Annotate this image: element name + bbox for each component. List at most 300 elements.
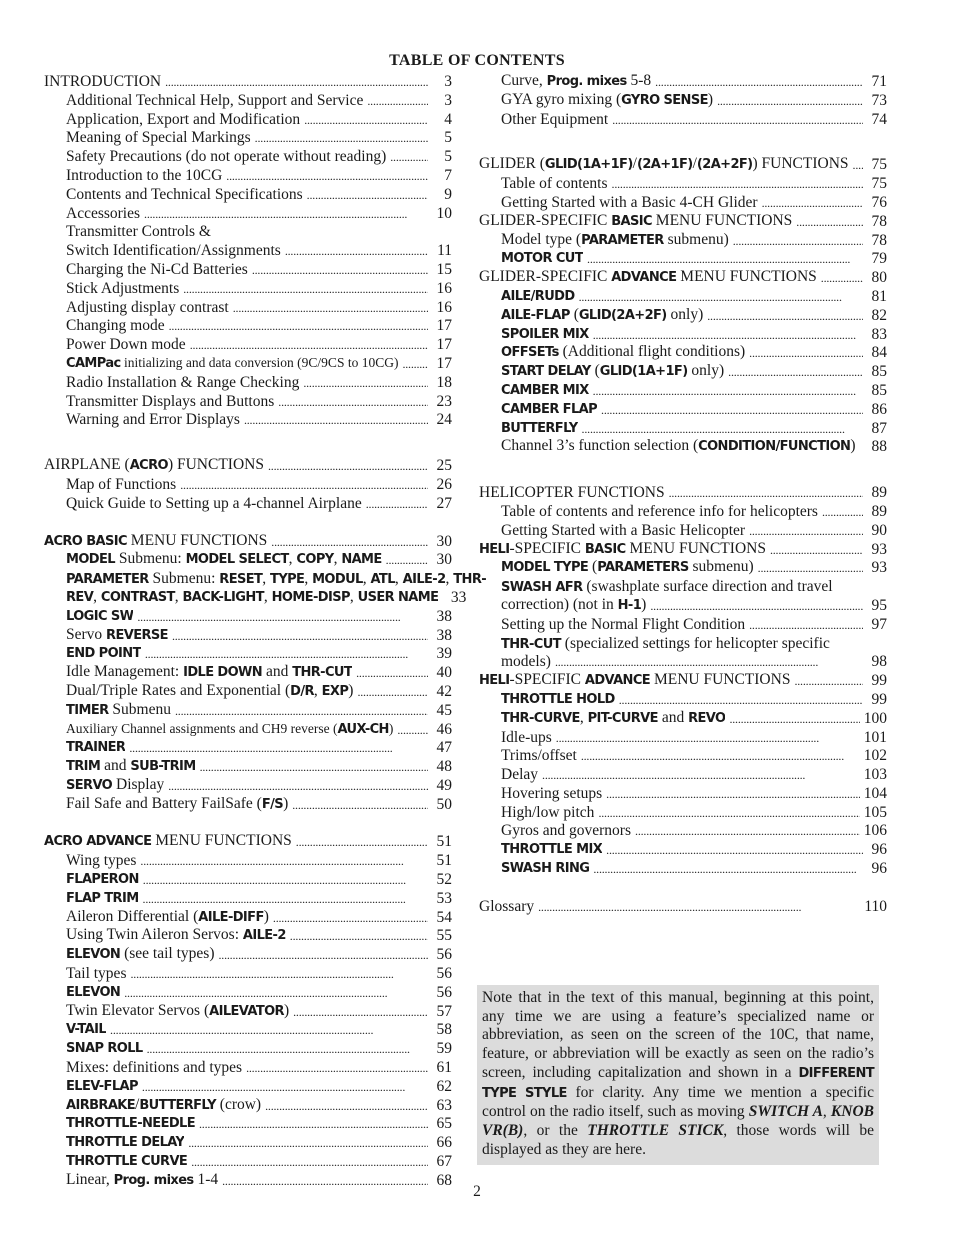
entry-text: ( — [588, 558, 598, 576]
dot-leader — [635, 822, 860, 841]
entry-text: High/low pitch — [501, 803, 595, 821]
entry-text: , — [362, 570, 371, 588]
dot-leader — [165, 73, 428, 92]
feature-name: USER NAME — [357, 589, 439, 605]
entry-text: Channel 3’s function selection ( — [501, 437, 699, 455]
entry-text: Safety Precautions (do not operate without reading) — [66, 148, 387, 166]
dot-leader — [244, 411, 428, 430]
page-ref: 83 — [871, 325, 887, 343]
page-ref: 81 — [871, 287, 887, 305]
toc-section-heading — [44, 833, 452, 852]
entry-label — [66, 550, 382, 570]
page-ref: 103 — [863, 766, 887, 784]
entry-label — [66, 317, 165, 336]
toc-entry — [44, 280, 452, 299]
entry-text: ) — [348, 681, 354, 699]
entry-text: ( — [569, 305, 579, 323]
feature-name: V-TAIL — [66, 1022, 107, 1038]
toc-entry — [44, 1078, 452, 1097]
entry-text: Table of contents — [501, 175, 608, 193]
dot-leader — [357, 683, 428, 702]
entry-label — [66, 588, 438, 608]
entry-text: Mixes: definitions and types — [66, 1059, 243, 1077]
entry-text: , — [174, 587, 183, 605]
entry-text: Adjusting display contrast — [66, 298, 229, 316]
feature-name: SPOILER MIX — [501, 326, 589, 342]
toc-entry — [44, 111, 452, 130]
feature-name: PARAMETER — [581, 232, 664, 248]
entry-label — [66, 908, 269, 928]
page-ref: 82 — [871, 306, 887, 324]
entry-label — [501, 596, 646, 616]
page-ref: 30 — [436, 532, 452, 550]
page-ref: 63 — [436, 1096, 452, 1114]
page-ref: 47 — [436, 739, 452, 757]
entry-label — [501, 287, 575, 307]
page-ref: 56 — [436, 965, 452, 983]
feature-name: AIRBRAKE — [66, 1097, 136, 1113]
toc-entry — [44, 336, 452, 355]
entry-text: Idle Management: — [66, 663, 184, 681]
entry-text: submenu) — [663, 230, 729, 248]
page-ref: 10 — [436, 204, 452, 222]
entry-text: AIRPLANE ( — [44, 456, 130, 474]
feature-name: TRAINER — [66, 740, 126, 756]
entry-text: INTRODUCTION — [44, 73, 162, 90]
entry-label — [66, 280, 179, 299]
page-ref: 7 — [444, 166, 452, 184]
entry-label — [501, 747, 577, 766]
page-title: TABLE OF CONTENTS — [389, 52, 565, 69]
dot-leader — [191, 1153, 428, 1172]
toc-entry — [44, 587, 467, 608]
feature-name: AILE/RUDD — [501, 288, 575, 304]
feature-name: BASIC — [584, 541, 626, 557]
entry-label — [66, 983, 120, 1003]
entry-text: Application, Export and Modification — [66, 110, 301, 128]
toc-section-heading — [479, 484, 887, 503]
feature-name: MOTOR CUT — [501, 251, 584, 267]
page-ref: 76 — [871, 193, 887, 211]
feature-name: REVERSE — [106, 627, 168, 643]
entry-label — [66, 682, 353, 702]
entry-text: (specialized settings for helicopter specific — [560, 634, 830, 652]
entry-label — [501, 653, 551, 672]
entry-label — [501, 729, 552, 748]
page-ref: 96 — [871, 860, 887, 878]
entry-text: Switch Identification/Assignments — [66, 242, 281, 260]
toc-entry — [479, 363, 887, 382]
page-ref: 93 — [871, 540, 887, 558]
feature-name: CONDITION/FUNCTION — [698, 439, 851, 455]
entry-label — [501, 249, 583, 269]
toc-entry — [44, 608, 452, 627]
page-ref: 42 — [436, 682, 452, 700]
page-ref: 17 — [436, 317, 452, 335]
toc-entry — [479, 766, 887, 785]
entry-text: Note that in the text of this manual, beginning at this point, any time we are using a feature’s specialized name or abbreviation, as seen on the screen of the 10C, that name, feature, or abbreviation will be exactly as seen on the radio’s screen, including capitalization and shown in a — [482, 989, 874, 1081]
dot-leader — [304, 111, 428, 130]
toc-entry — [44, 205, 452, 224]
toc-entry — [44, 355, 452, 374]
dot-leader — [582, 420, 863, 439]
page-ref: 105 — [863, 803, 887, 821]
feature-name: THR-CUT — [501, 636, 561, 652]
dot-leader — [366, 495, 428, 514]
entry-label — [479, 540, 766, 560]
dot-leader — [606, 785, 860, 804]
entry-text: Idle-ups — [501, 728, 552, 746]
page-ref: 3 — [444, 73, 452, 90]
entry-text: (swashplate surface direction and travel — [582, 578, 833, 596]
page-ref: 3 — [444, 91, 452, 109]
toc-entry — [479, 503, 887, 522]
entry-text: -SPECIFIC — [509, 539, 585, 557]
feature-name: SWASH AFR — [501, 580, 583, 596]
page-ref: 27 — [436, 494, 452, 512]
entry-text: Submenu: — [148, 570, 220, 588]
page-ref: 98 — [871, 653, 887, 671]
entry-label — [479, 268, 817, 288]
entry-text: Stick Adjustments — [66, 279, 180, 297]
entry-label — [501, 766, 538, 785]
dot-leader — [137, 608, 428, 627]
toc-entry — [44, 890, 452, 909]
toc-entry — [44, 702, 452, 721]
entry-text: (crow) — [215, 1095, 262, 1113]
entry-text: Aileron Differential ( — [66, 907, 199, 925]
type-style-note — [477, 985, 879, 1165]
dot-leader — [728, 363, 863, 382]
entry-text: Meaning of Special Markings — [66, 129, 251, 147]
entry-text: Hovering setups — [501, 784, 603, 802]
entry-label — [66, 92, 363, 111]
page-ref: 15 — [436, 260, 452, 278]
dot-leader — [796, 213, 863, 232]
feature-name: AUX-CH — [337, 721, 389, 737]
page-ref: 61 — [436, 1059, 452, 1077]
feature-name: CAMBER FLAP — [501, 401, 598, 417]
dot-leader — [296, 833, 428, 852]
toc-entry — [44, 1115, 452, 1134]
toc-entry — [44, 645, 452, 664]
toc-entry — [479, 522, 887, 541]
entry-text: GYA gyro mixing ( — [501, 90, 622, 108]
feature-name: F/S — [261, 796, 284, 812]
entry-label — [479, 671, 790, 691]
feature-name: CONTRAST — [100, 589, 175, 605]
page-ref: 90 — [871, 521, 887, 539]
entry-text: SWITCH A — [748, 1103, 823, 1121]
entry-text: HELICOPTER FUNCTIONS — [479, 484, 665, 502]
entry-label — [66, 720, 393, 740]
page-ref: 40 — [436, 664, 452, 682]
entry-label — [66, 374, 299, 393]
entry-label — [66, 870, 139, 890]
dot-leader — [130, 965, 428, 984]
entry-label — [501, 325, 589, 345]
dot-leader — [218, 946, 428, 965]
toc-entry — [44, 871, 452, 890]
page-ref: 24 — [436, 411, 452, 429]
feature-name: THROTTLE HOLD — [501, 691, 615, 707]
dot-leader — [762, 194, 863, 213]
entry-label — [66, 1133, 184, 1153]
entry-text: ) — [283, 1001, 290, 1019]
entry-label — [66, 945, 214, 965]
toc-entry — [479, 785, 887, 804]
entry-label — [501, 709, 725, 729]
entry-label — [44, 73, 161, 92]
page-ref: 11 — [437, 242, 452, 260]
entry-text: Linear, — [66, 1170, 114, 1188]
entry-label — [479, 484, 665, 503]
entry-label — [501, 522, 745, 541]
toc-entry — [479, 232, 887, 251]
feature-name: RESET — [219, 572, 263, 588]
entry-text: Other Equipment — [501, 110, 609, 128]
toc-entry — [479, 73, 887, 92]
entry-text: 5-8 — [626, 72, 652, 89]
entry-label — [66, 393, 274, 412]
page-ref: 86 — [871, 400, 887, 418]
page-ref: 84 — [871, 344, 887, 362]
dot-leader — [542, 766, 860, 785]
entry-text: Contents and Technical Specifications — [66, 185, 303, 203]
entry-text: ) — [707, 90, 714, 108]
toc-entry — [44, 1134, 452, 1153]
entry-text: Quick Guide to Setting up a 4-channel Airplane — [66, 494, 362, 512]
entry-text: (Additional flight conditions) — [558, 343, 746, 361]
entry-text: , — [579, 708, 588, 726]
entry-text: models) — [501, 653, 551, 671]
toc-entry — [44, 299, 452, 318]
toc-entry — [479, 288, 887, 307]
dot-leader — [168, 777, 428, 796]
entry-text: Transmitter Controls & — [66, 223, 211, 241]
toc-entry — [44, 852, 452, 871]
toc-column-left — [44, 73, 487, 1191]
dot-leader — [140, 852, 428, 871]
entry-text: Delay — [501, 766, 539, 784]
entry-label — [479, 212, 792, 232]
entry-text: Map of Functions — [66, 475, 177, 493]
section-gap — [479, 129, 887, 156]
entry-label — [501, 231, 729, 251]
dot-leader — [612, 175, 863, 194]
dot-leader — [303, 374, 428, 393]
page-ref: 59 — [436, 1040, 452, 1058]
toc-entry — [44, 946, 452, 965]
feature-name: ACRO BASIC — [44, 533, 127, 549]
toc-entry — [479, 747, 887, 766]
entry-text: MENU FUNCTIONS — [151, 832, 292, 850]
dot-leader — [593, 382, 863, 401]
dot-leader — [593, 860, 863, 879]
feature-name: PIT-CURVE — [587, 710, 658, 726]
feature-name: BASIC — [611, 213, 652, 229]
feature-name: AILE-FLAP — [501, 307, 570, 323]
section-gap — [479, 457, 887, 484]
feature-name: BUTTERFLY — [139, 1097, 216, 1113]
entry-label — [66, 495, 362, 514]
feature-name: REVO — [688, 710, 726, 726]
feature-name: D/R — [290, 683, 314, 699]
toc-entry — [479, 92, 887, 111]
dot-leader — [175, 702, 428, 721]
entry-text: Display — [112, 775, 165, 793]
toc-entry — [44, 551, 452, 570]
entry-text: GLIDER-SPECIFIC — [479, 268, 612, 286]
entry-text: ) — [263, 907, 269, 925]
entry-text: Table of contents and reference info for helicopters — [501, 502, 818, 520]
entry-label — [501, 111, 608, 130]
entry-label — [66, 1020, 106, 1040]
dot-leader — [142, 1078, 428, 1097]
entry-text: correction) (not in — [501, 595, 618, 613]
dot-leader — [169, 317, 428, 336]
feature-name: HELI — [479, 541, 510, 557]
feature-name: SUB-TRIM — [130, 759, 196, 775]
dot-leader — [200, 758, 428, 777]
entry-text: Tail types — [66, 965, 127, 983]
entry-label — [66, 1152, 187, 1172]
dot-leader — [293, 1003, 428, 1022]
entry-label — [501, 419, 578, 439]
entry-text: Getting Started with a Basic Helicopter — [501, 521, 746, 539]
toc-entry — [479, 326, 887, 345]
entry-text: Introduction to the 10CG — [66, 166, 223, 184]
page-ref: 16 — [436, 298, 452, 316]
dot-leader — [733, 232, 863, 251]
entry-text: Transmitter Displays and Buttons — [66, 392, 275, 410]
toc-entry — [479, 729, 887, 748]
entry-text: and — [657, 708, 689, 726]
page-ref: 50 — [436, 795, 452, 813]
dot-leader — [356, 664, 428, 683]
feature-name: THR- — [453, 572, 487, 588]
page-ref: 5 — [444, 148, 452, 166]
dot-leader — [292, 796, 428, 815]
toc-entry — [479, 175, 887, 194]
page-ref: 74 — [871, 110, 887, 128]
entry-text: , those words will be displayed as they are here. — [482, 1121, 874, 1158]
dot-leader — [110, 1021, 428, 1040]
entry-label — [501, 578, 833, 595]
toc-section-heading — [479, 541, 887, 560]
dot-leader — [821, 269, 863, 288]
toc-entry — [479, 635, 887, 654]
section-gap — [479, 879, 887, 898]
toc-entry — [479, 420, 887, 439]
feature-name: LOGIC SW — [66, 608, 134, 624]
entry-text: , — [394, 570, 403, 588]
entry-text: MENU FUNCTIONS — [625, 539, 766, 557]
entry-label — [501, 859, 589, 879]
page-ref: 54 — [436, 908, 452, 926]
entry-text: (see tail types) — [120, 945, 215, 963]
entry-label — [66, 1096, 261, 1116]
dot-leader — [619, 691, 863, 710]
entry-label — [501, 785, 602, 804]
entry-label — [501, 400, 597, 420]
entry-label — [479, 155, 849, 175]
toc-entry — [44, 683, 452, 702]
toc-entry — [44, 927, 452, 946]
feature-name: AILEVATOR — [209, 1003, 284, 1019]
page-ref: 85 — [871, 381, 887, 399]
entry-text: ) FUNCTIONS — [167, 456, 264, 474]
entry-label — [66, 663, 352, 683]
dot-leader — [124, 984, 428, 1003]
entry-label — [66, 129, 251, 148]
toc-entry — [44, 476, 452, 495]
toc-section-heading — [479, 156, 887, 175]
entry-label — [501, 558, 754, 578]
page-ref: 75 — [871, 156, 887, 174]
page-ref: 46 — [436, 720, 452, 738]
page-ref: 66 — [436, 1134, 452, 1152]
feature-name: START DELAY — [501, 364, 591, 380]
entry-text: Wing types — [66, 852, 137, 870]
entry-label — [66, 476, 176, 495]
page-ref: 102 — [863, 747, 887, 765]
dot-leader — [538, 898, 860, 917]
entry-text: Using Twin Aileron Servos: — [66, 926, 243, 944]
entry-label — [501, 91, 713, 111]
feature-name: END POINT — [66, 646, 141, 662]
page-ref: 16 — [436, 279, 452, 297]
feature-name: HELI — [479, 673, 510, 689]
entry-label — [66, 607, 133, 627]
entry-label — [66, 148, 386, 167]
entry-label — [66, 186, 303, 205]
feature-name: REV — [66, 589, 94, 605]
entry-text: MENU FUNCTIONS — [126, 531, 268, 549]
toc-entry — [44, 570, 487, 589]
toc-entry — [44, 721, 452, 740]
toc-entry — [44, 374, 452, 393]
dot-leader — [226, 167, 428, 186]
feature-name: ACRO ADVANCE — [44, 834, 152, 850]
feature-name: OFFSETs — [501, 345, 559, 361]
entry-text: , — [263, 587, 272, 605]
page-ref: 45 — [436, 701, 452, 719]
dot-leader — [606, 841, 863, 860]
toc-entry — [44, 664, 452, 683]
toc-section-heading — [479, 898, 887, 917]
feature-name: SNAP ROLL — [66, 1041, 143, 1057]
dot-leader — [749, 522, 863, 541]
feature-name: ELEV-FLAP — [66, 1078, 138, 1094]
entry-label — [66, 852, 136, 871]
entry-text: Setting up the Normal Flight Condition — [501, 615, 746, 633]
toc-entry — [44, 1003, 452, 1022]
entry-label — [501, 437, 856, 457]
feature-name: NAME — [341, 552, 382, 568]
entry-label — [66, 701, 171, 721]
toc-entry — [479, 860, 887, 879]
entry-text: Fail Safe and Battery FailSafe ( — [66, 794, 262, 812]
entry-text: Auxiliary Channel assignments and CH9 reverse ( — [66, 720, 338, 736]
dot-leader — [233, 299, 428, 318]
entry-text: Additional Technical Help, Support and Service — [66, 91, 364, 109]
entry-label — [66, 299, 229, 318]
entry-text: / — [632, 155, 637, 173]
toc-entry — [44, 1059, 452, 1078]
toc-section-heading — [479, 269, 887, 288]
page-ref: 23 — [436, 392, 452, 410]
